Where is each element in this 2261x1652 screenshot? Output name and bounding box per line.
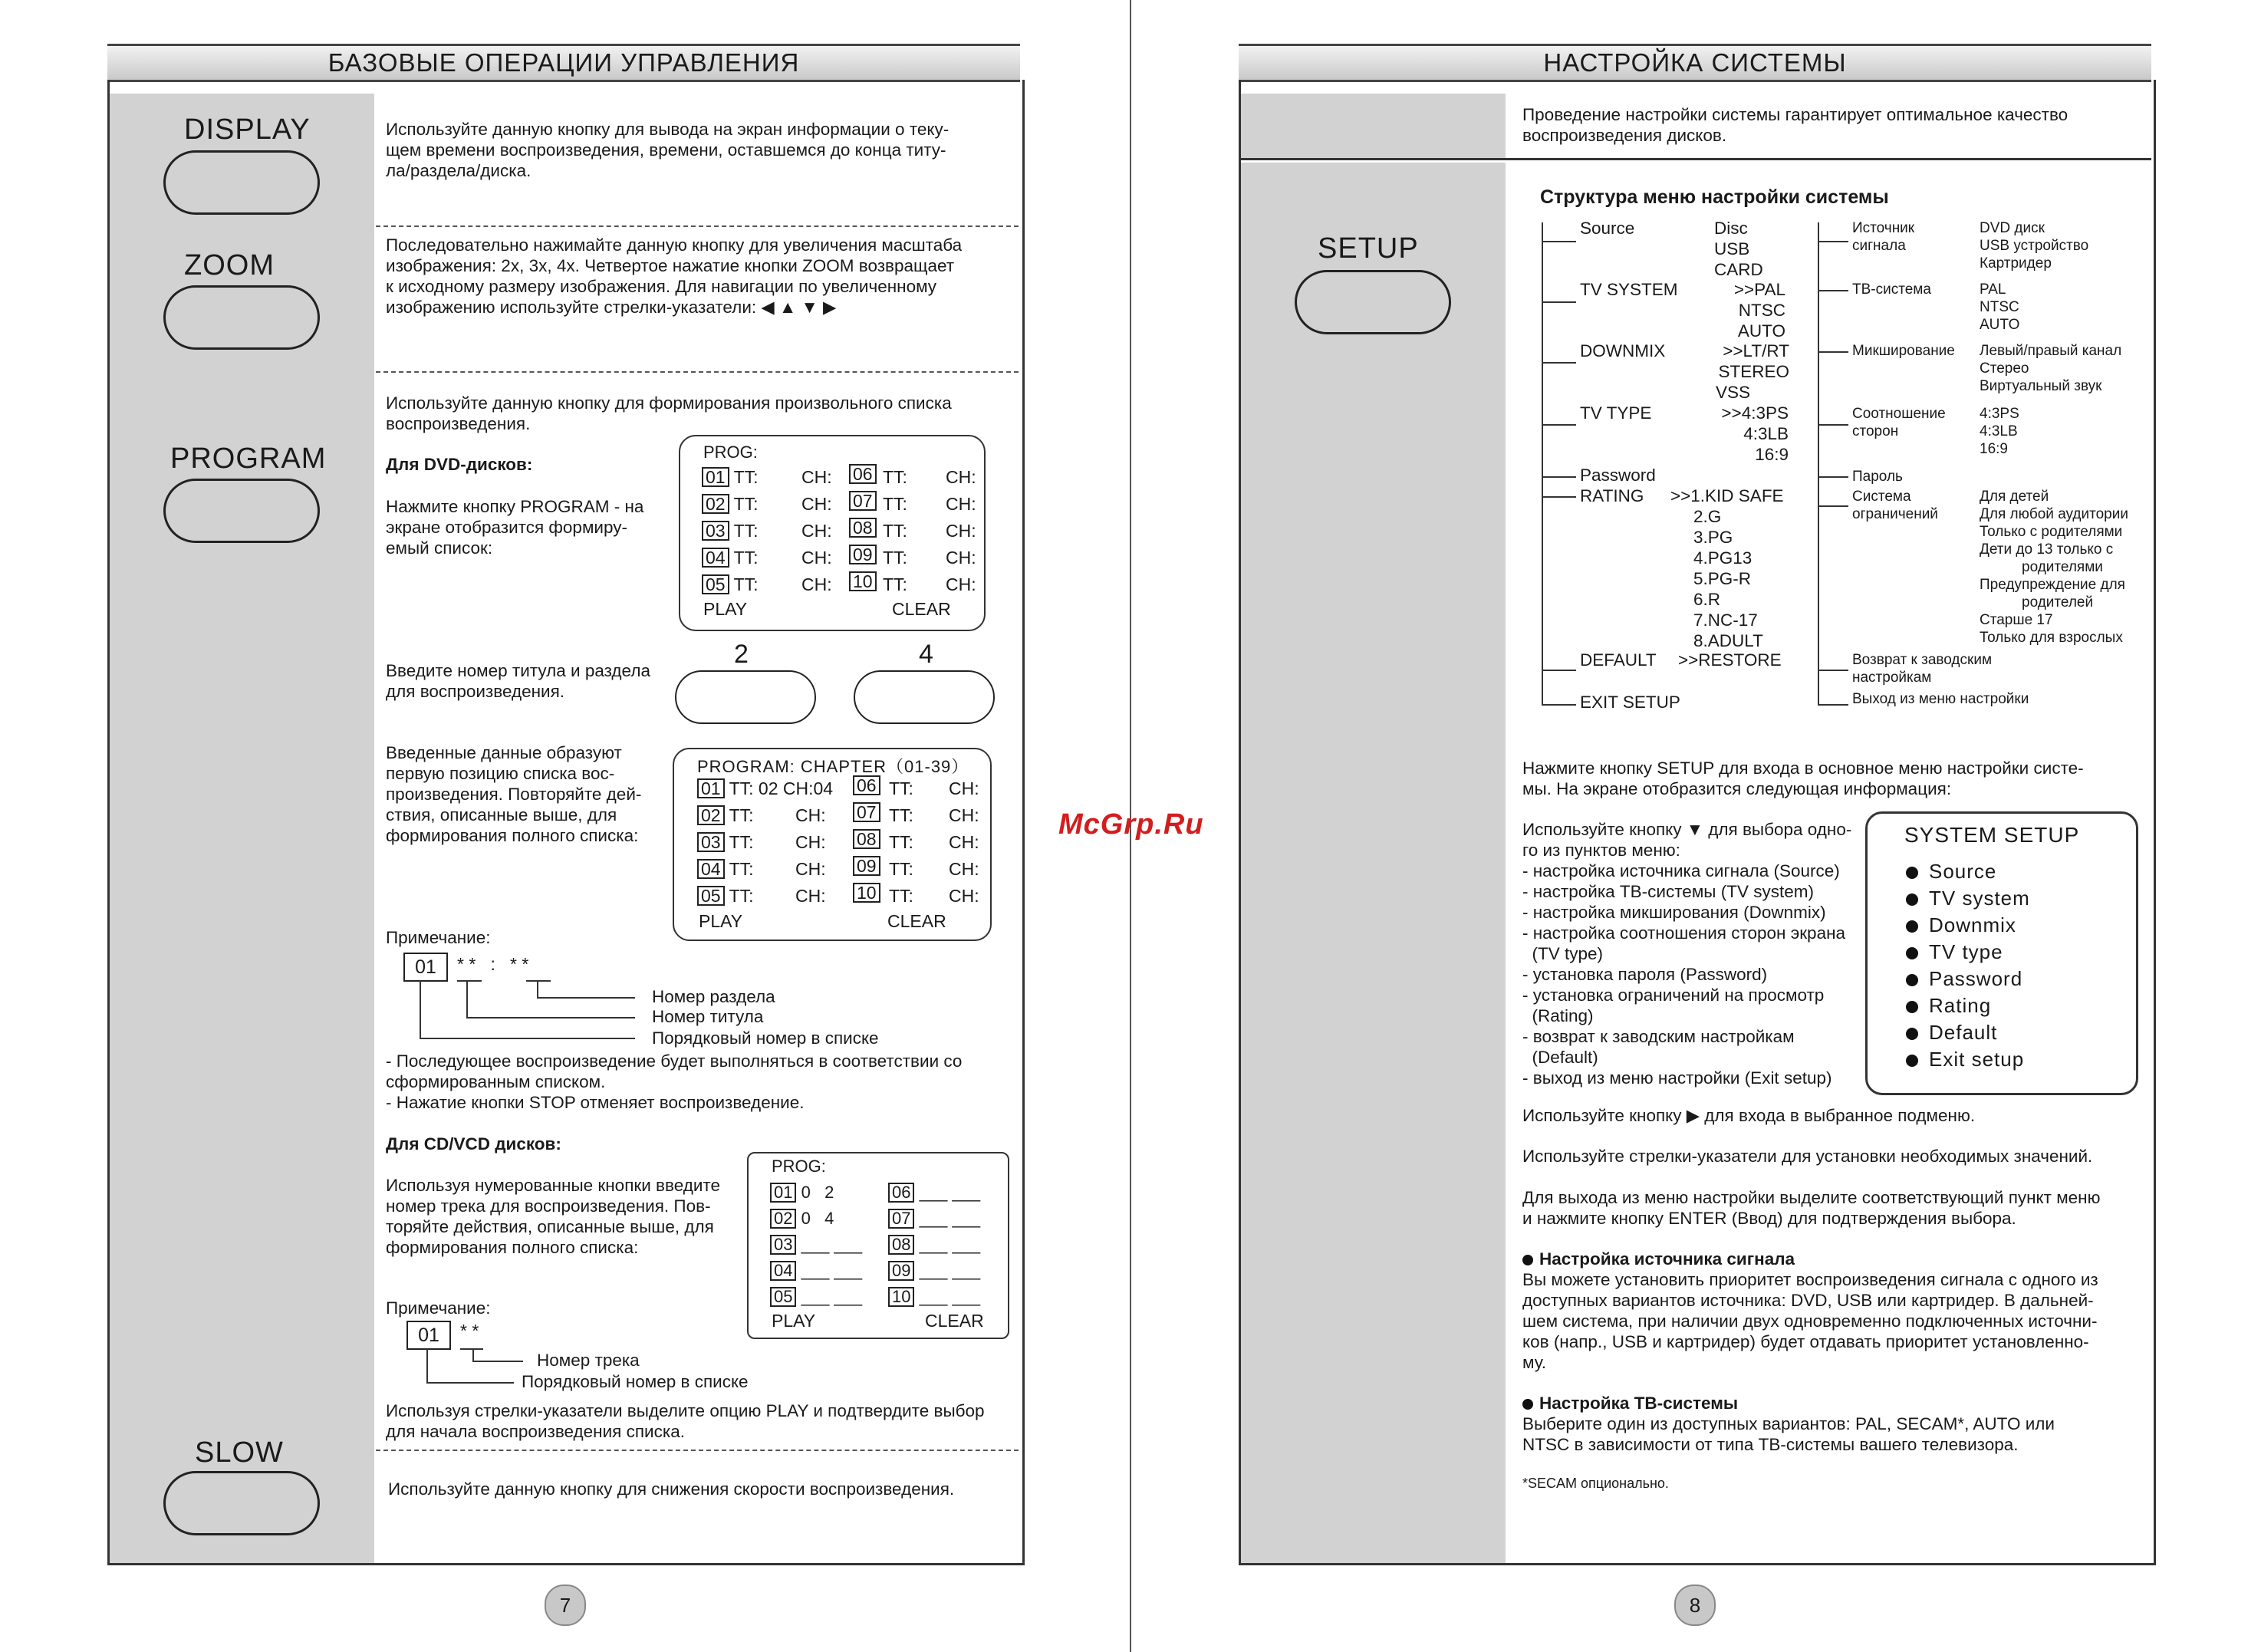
menu-vals: DVD диск USB устройство Картридер: [1980, 220, 2089, 271]
menu-branch: [1542, 301, 1576, 303]
note-item: Порядковый номер в списке: [652, 1028, 879, 1048]
zoom-text: Последовательно нажимайте данную кнопку для увеличения масштаба изображения: 2х, 3х, 4х. Четвертое нажатие кнопки ZOOM возвращает к исходному размеру изображения. Для навигации по увеличенному изображению используйте стрелки-указатели: ◀ ▲ ▼ ▶: [386, 235, 963, 317]
note-stars: * * : * *: [457, 954, 529, 974]
desc-branch: [1818, 241, 1848, 242]
menu-desc: Выход из меню настройки: [1852, 691, 2029, 707]
desc-branch: [1818, 704, 1848, 706]
table-row: 05 TT: CH: 10 TT: CH:: [702, 571, 978, 598]
note2-stars: * *: [460, 1321, 479, 1341]
setup-button[interactable]: [1295, 270, 1451, 334]
setup-menu-item[interactable]: Password: [1906, 966, 2030, 992]
watermark: McGrp.Ru: [1058, 808, 1204, 841]
display-label: DISPLAY: [184, 114, 311, 146]
menu-vals: PAL NTSC AUTO: [1980, 281, 2020, 333]
bullet-icon: [1906, 1055, 1918, 1067]
enter-number-text: Введите номер титула и раздела для воспроизведения.: [386, 661, 650, 701]
screen-title: PROGRAM: CHAPTER（01-39）: [697, 757, 969, 776]
system-setup-title: SYSTEM SETUP: [1904, 823, 2080, 847]
list-item: 07 ___ ___: [888, 1206, 980, 1232]
note-label: Примечание:: [386, 928, 491, 947]
system-setup-screen: [1865, 811, 2138, 1095]
cd-heading: Для CD/VCD дисков:: [386, 1134, 561, 1153]
menu-options: >>1.KID SAFE 2.G 3.PG 4.PG13 5.PG-R 6.R 7.NC-17 8.ADULT: [1670, 486, 1784, 650]
setup-menu-item[interactable]: Exit setup: [1906, 1046, 2030, 1073]
tv-heading: Настройка ТВ-системы: [1522, 1393, 1738, 1413]
screen-title: PROG:: [772, 1157, 826, 1176]
menu-item-tv-system: TV SYSTEM: [1580, 280, 1678, 299]
menu-desc: Система ограничений: [1852, 489, 1938, 522]
menu-item-exit-setup: EXIT SETUP: [1580, 693, 1680, 712]
table-row: 02 TT: CH: 07 TT: CH:: [702, 491, 978, 518]
right-button-column: [1241, 163, 1506, 1563]
note2-item: Порядковый номер в списке: [522, 1372, 749, 1391]
list-item: 03 ___ ___: [770, 1232, 862, 1258]
menu-item-downmix: DOWNMIX: [1580, 341, 1666, 360]
bullet-icon: [1906, 893, 1918, 906]
menu-item-tv-type: TV TYPE: [1580, 403, 1652, 423]
cd-text: Используя нумерованные кнопки введите номер трека для воспроизведения. Пов- торяйте действия, описанные выше, для формирования полного списка:: [386, 1176, 720, 1257]
left-header: БАЗОВЫЕ ОПЕРАЦИИ УПРАВЛЕНИЯ: [107, 44, 1020, 82]
menu-desc: Источник сигнала: [1852, 220, 1915, 254]
dvd-text: Нажмите кнопку PROGRAM - на экране отобразится формиру- емый список:: [386, 497, 644, 558]
menu-tree-trunk: [1542, 222, 1543, 704]
clear-option[interactable]: CLEAR: [925, 1311, 984, 1331]
menu-branch: [1542, 241, 1576, 242]
para-exit: Для выхода из меню настройки выделите соответствующий пункт меню и нажмите кнопку ENTER (Ввод) для подтверждения выбора.: [1522, 1188, 2101, 1228]
list-item: 02 0 4: [770, 1206, 862, 1232]
setup-menu-item[interactable]: Default: [1906, 1019, 2030, 1046]
bullet-icon: [1906, 947, 1918, 959]
menu-options: >>RESTORE: [1678, 650, 1782, 670]
setup-menu-item[interactable]: TV type: [1906, 939, 2030, 966]
menu-vals: 4:3PS 4:3LB 16:9: [1980, 406, 2019, 457]
after-note-text: - Последующее воспроизведение будет выполняться в соответствии со сформированным списком. - Нажатие кнопки STOP отменяет воспроизведение.: [386, 1051, 963, 1112]
slow-label: SLOW: [195, 1436, 284, 1469]
para-arrows: Используйте стрелки-указатели для установки необходимых значений.: [1522, 1147, 2093, 1166]
clear-option[interactable]: CLEAR: [887, 911, 946, 931]
bullet-icon: [1522, 1255, 1533, 1265]
table-row: 03 TT: CH: 08 TT: CH:: [702, 518, 978, 545]
play-option[interactable]: PLAY: [699, 911, 743, 931]
menu-vals: Для детей Для любой аудитории Только с родителями Дети до 13 только с родителями Предупреждение для родителей Старше 17 Только для взрослых: [1980, 489, 2128, 646]
desc-branch: [1818, 290, 1848, 291]
page-number: 7: [545, 1585, 586, 1626]
entered-data-text: Введенные данные образуют первую позицию списка вос- произведения. Повторяйте дей- ствия, описанные выше, для формирования полного списка:: [386, 743, 642, 845]
menu-branch: [1542, 496, 1576, 498]
setup-intro: Проведение настройки системы гарантирует оптимальное качество воспроизведения дисков.: [1522, 105, 2068, 145]
source-text: Вы можете установить приоритет воспроизведения сигнала с одного из доступных вариантов источника: DVD, USB или картридер. В дальней- шем система, при наличии двух одновременно подключенных источни- ков (напр., USB и картридер) будет отдавать приоритет установленно- му.: [1522, 1270, 2098, 1372]
menu-desc: ТВ-система: [1852, 281, 1931, 298]
press-setup-text: Нажмите кнопку SETUP для входа в основное меню настройки систе- мы. На экране отобразится следующая информация:: [1522, 759, 2084, 798]
menu-branch: [1542, 424, 1576, 426]
table-row: 05 TT: CH: 10 TT: CH:: [697, 883, 981, 910]
menu-item-source: Source: [1580, 219, 1635, 238]
bullet-icon: [1906, 1028, 1918, 1040]
menu-desc: Соотношение сторон: [1852, 406, 1946, 439]
menu-options: >>PAL NTSC AUTO: [1733, 280, 1785, 341]
list-item: 06 ___ ___: [888, 1180, 980, 1206]
menu-options: Disc USB CARD: [1714, 219, 1763, 279]
source-heading: Настройка источника сигнала: [1522, 1249, 1795, 1269]
list-item: 01 0 2: [770, 1180, 862, 1206]
screen-title: PROG:: [703, 443, 758, 462]
menu-branch: [1542, 362, 1576, 364]
structure-title: Структура меню настройки системы: [1540, 186, 1889, 208]
program-label: PROGRAM: [170, 443, 327, 475]
menu-desc: Пароль: [1852, 469, 1903, 485]
system-setup-list: [1906, 858, 2030, 1073]
table-row: 04 TT: CH: 09 TT: CH:: [697, 856, 981, 883]
note2-item: Номер трека: [537, 1351, 640, 1370]
footnote: *SECAM опционально.: [1522, 1476, 1669, 1491]
note2-box: 01: [406, 1321, 451, 1350]
dvd-heading: Для DVD-дисков:: [386, 455, 533, 474]
menu-item-rating: RATING: [1580, 486, 1644, 505]
menu-item-default: DEFAULT: [1580, 650, 1657, 670]
table-row: 01 TT: 02 CH:04 06 TT: CH:: [697, 775, 981, 802]
bullet-icon: [1906, 920, 1918, 933]
list-item: 05 ___ ___: [770, 1284, 862, 1310]
program-intro: Используйте данную кнопку для формирования произвольного списка воспроизведения.: [386, 393, 952, 433]
table-row: 02 TT: CH: 07 TT: CH:: [697, 802, 981, 829]
clear-option[interactable]: CLEAR: [892, 599, 951, 619]
menu-branch: [1542, 476, 1576, 478]
note-item: Номер титула: [652, 1007, 764, 1026]
right-intro-band: [1241, 94, 1506, 158]
final-text: Используя стрелки-указатели выделите опцию PLAY и подтвердите выбор для начала воспроизведения списка.: [386, 1401, 985, 1441]
menu-options: >>4:3PS 4:3LB 16:9: [1721, 403, 1789, 464]
bullet-icon: [1906, 1001, 1918, 1013]
setup-menu-item[interactable]: Downmix: [1906, 912, 2030, 939]
bullet-icon: [1522, 1399, 1533, 1410]
note2-label: Примечание:: [386, 1298, 491, 1318]
list-item: 09 ___ ___: [888, 1258, 980, 1284]
list-item: 08 ___ ___: [888, 1232, 980, 1258]
tv-text: Выберите один из доступных вариантов: PAL, SECAM*, AUTO или NTSC в зависимости от типа ТВ-системы вашего телевизора.: [1522, 1414, 2055, 1454]
zoom-label: ZOOM: [184, 249, 275, 281]
menu-branch: [1542, 704, 1576, 706]
table-row: 04 TT: CH: 09 TT: CH:: [702, 545, 978, 571]
slow-text: Используйте данную кнопку для снижения скорости воспроизведения.: [388, 1479, 955, 1499]
intro-separator: [1241, 158, 2151, 160]
page-number: 8: [1674, 1585, 1716, 1626]
right-header: НАСТРОЙКА СИСТЕМЫ: [1239, 44, 2151, 82]
menu-branch: [1542, 670, 1576, 671]
setup-menu-item[interactable]: Source: [1906, 858, 2030, 885]
menu-options: >>LT/RT STEREO VSS: [1716, 341, 1789, 402]
play-option[interactable]: PLAY: [703, 599, 748, 619]
desc-tree-trunk: [1818, 222, 1819, 704]
setup-menu-item[interactable]: TV system: [1906, 885, 2030, 912]
setup-menu-item[interactable]: Rating: [1906, 992, 2030, 1019]
menu-desc: Возврат к заводским настройкам: [1852, 652, 1993, 686]
desc-branch: [1818, 424, 1848, 426]
number-2-label: 2: [734, 640, 749, 669]
setup-label: SETUP: [1318, 232, 1419, 265]
note-item: Номер раздела: [652, 987, 775, 1006]
use-list: Используйте кнопку ▼ для выбора одно- го из пунктов меню: - настройка источника сигнала (Source) - настройка ТВ-системы (TV system) - настройка микширования (Downmix) - настройка соотношения сторон экрана (TV type) - установка пароля (Password) - установка ограничений на просмотр (Rating) - возврат к заводским настройкам (Default) - выход из меню настройки (Exit setup): [1522, 820, 1852, 1088]
menu-desc: Микширование: [1852, 343, 1955, 359]
menu-item-password: Password: [1580, 466, 1656, 485]
para-enter-submenu: Используйте кнопку ▶ для входа в выбранное подменю.: [1522, 1106, 1976, 1125]
play-option[interactable]: PLAY: [772, 1311, 816, 1331]
bullet-icon: [1906, 867, 1918, 879]
table-row: 03 TT: CH: 08 TT: CH:: [697, 829, 981, 856]
table-row: 01 TT: CH: 06 TT: CH:: [702, 464, 978, 491]
note-box: 01: [403, 953, 448, 982]
desc-branch: [1818, 351, 1848, 353]
list-item: 04 ___ ___: [770, 1258, 862, 1284]
desc-branch: [1818, 670, 1848, 671]
desc-branch: [1818, 476, 1848, 478]
list-item: 10 ___ ___: [888, 1284, 980, 1310]
bullet-icon: [1906, 974, 1918, 986]
menu-vals: Левый/правый канал Стерео Виртуальный звук: [1980, 343, 2122, 394]
desc-branch: [1818, 505, 1848, 507]
number-4-label: 4: [919, 640, 933, 669]
display-text: Используйте данную кнопку для вывода на экран информации о теку- щем времени воспроизведения, времени, оставшемся до конца титу- ла/раздела/диска.: [386, 120, 949, 180]
